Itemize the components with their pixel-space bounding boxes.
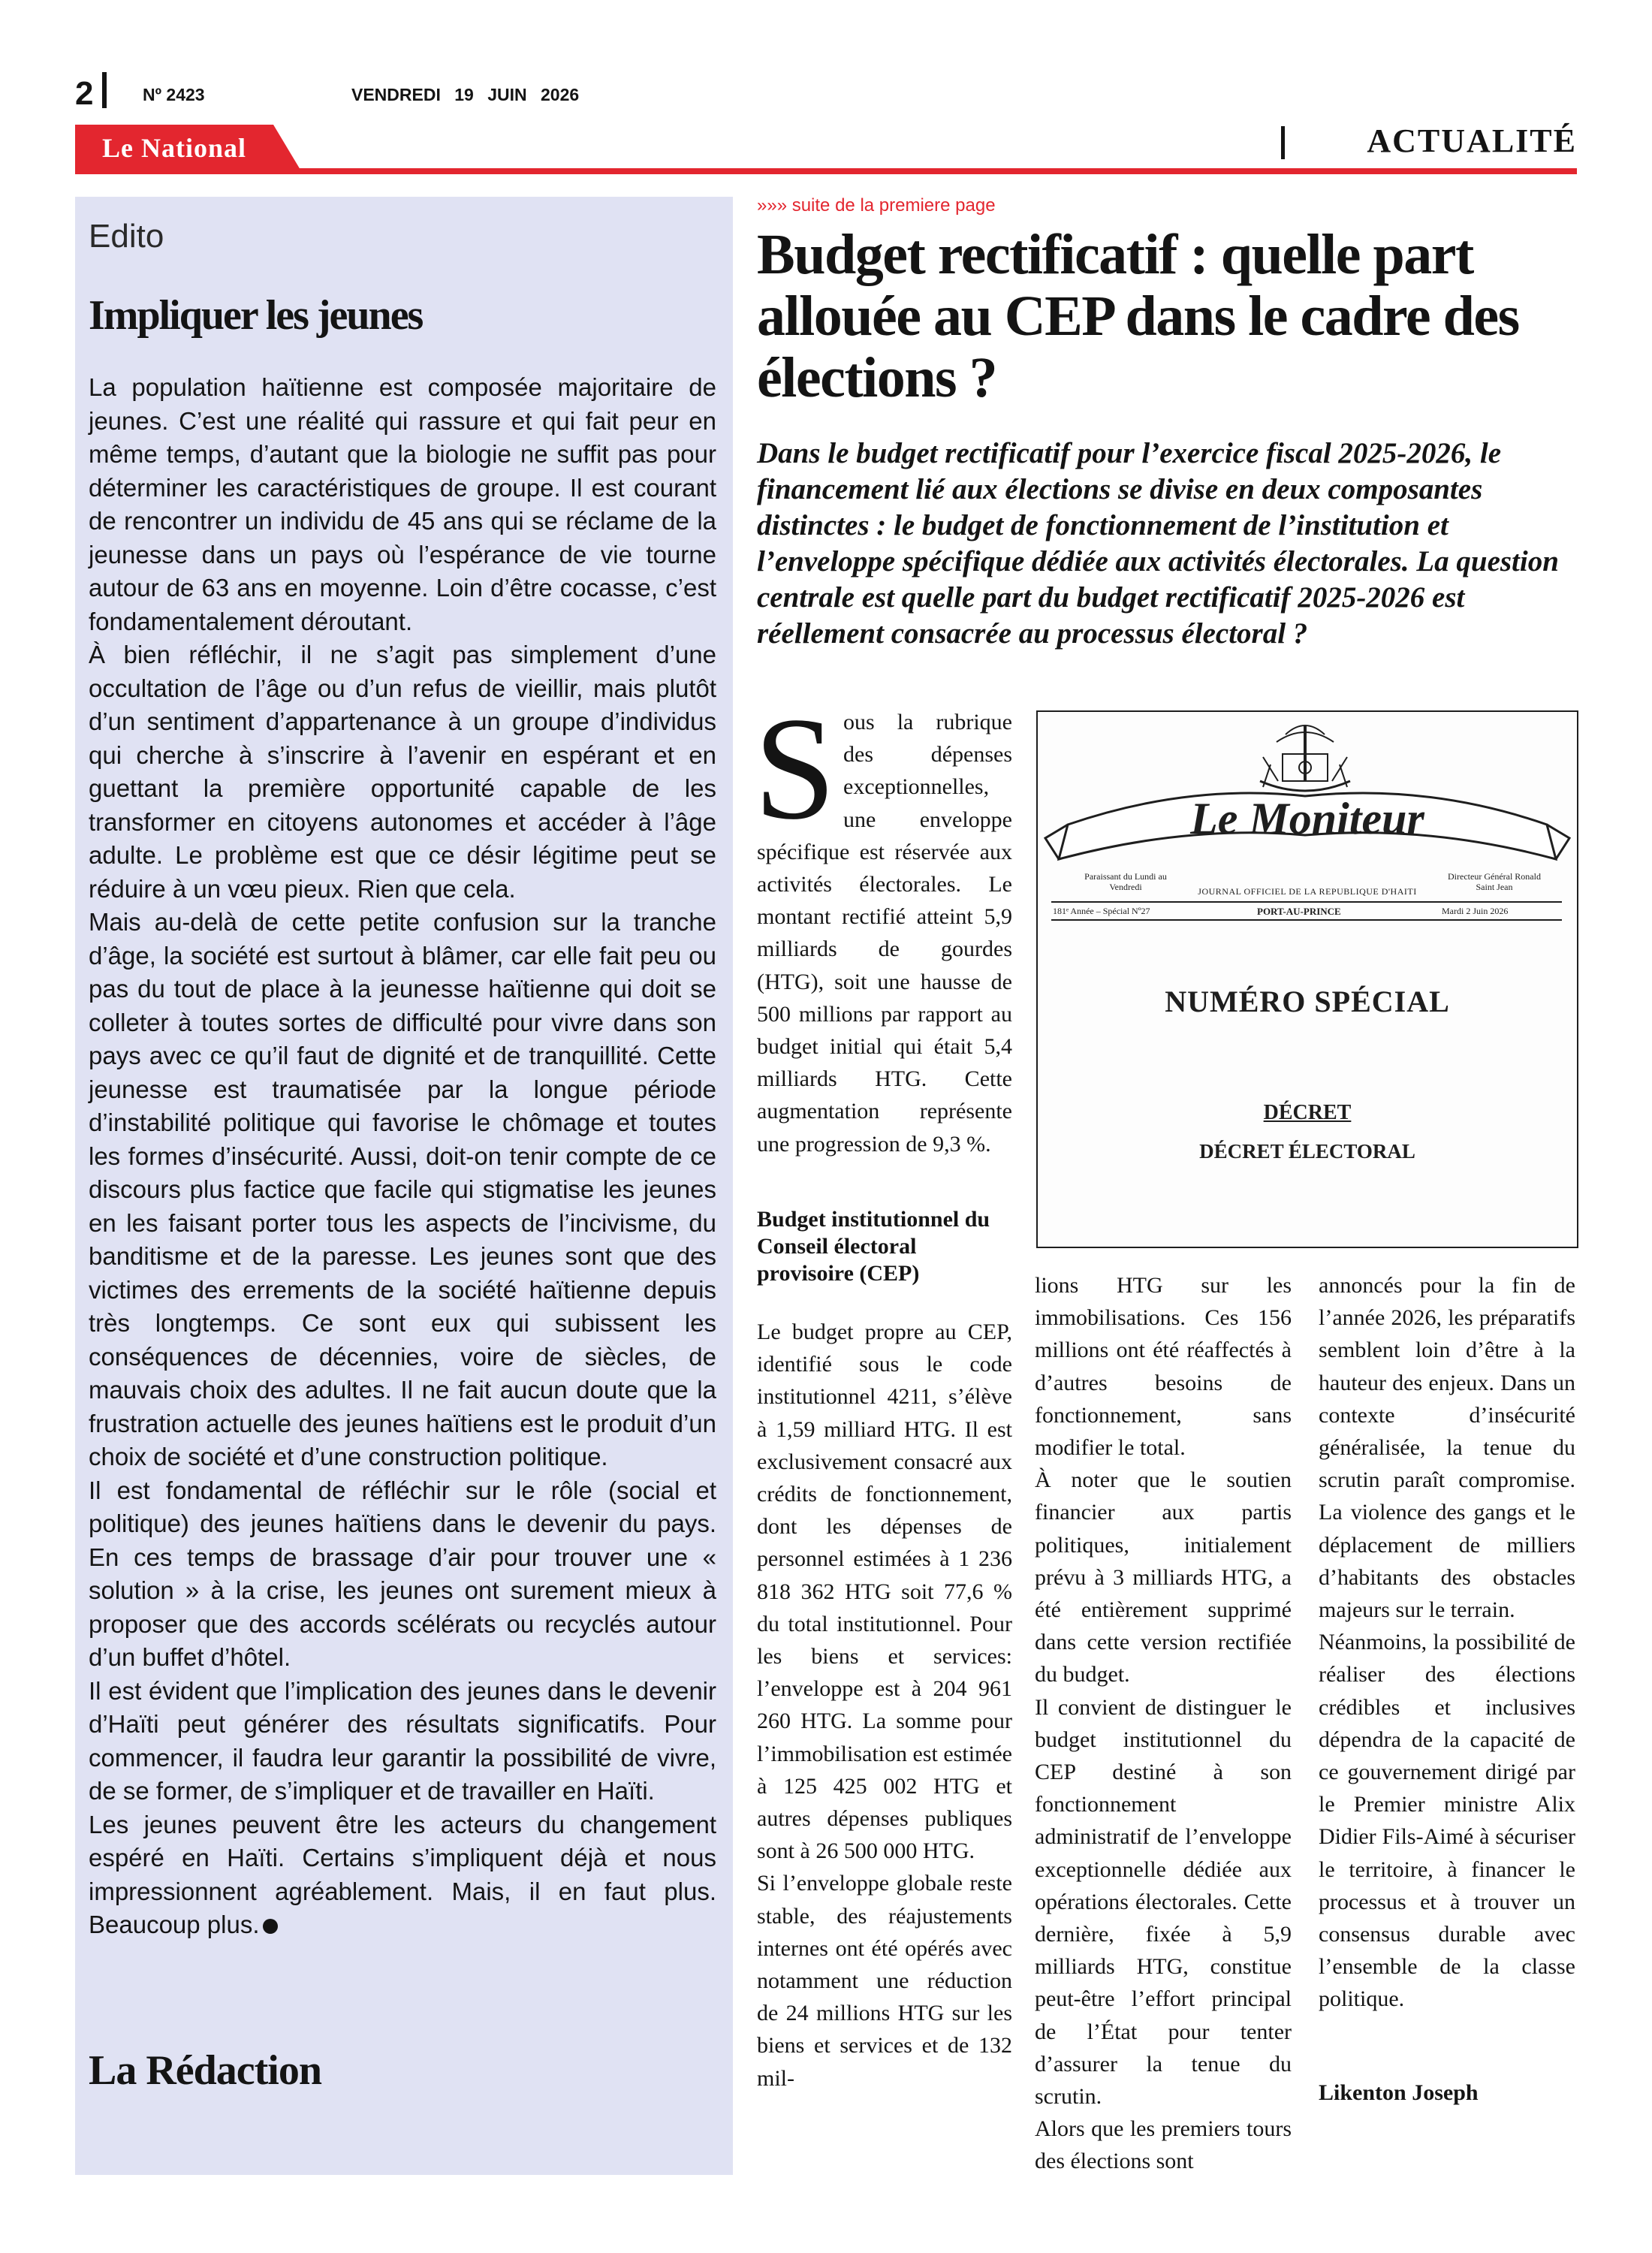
- moniteur-rule: [1051, 901, 1562, 903]
- edito-paragraph: Les jeunes peuvent être les acteurs du changement espéré en Haïti. Certains s’impliquent déjà et nous impressionnent agréablement. Mais, il en faut plus. Beaucoup plus.: [89, 1810, 716, 1938]
- moniteur-date: Mardi 2 Juin 2026: [1442, 906, 1509, 916]
- article-intro: [754, 687, 1012, 1160]
- page-number-divider: [102, 72, 107, 108]
- article-column-2: [1035, 1269, 1292, 2178]
- edito-body: [89, 371, 716, 1942]
- le-moniteur-image: [1036, 710, 1578, 1248]
- intro-text: ous la rubrique des dépenses exceptionnelles, une enveloppe spécifique est réservée aux activités électorales. Le montant rectifié atteint 5,9 milliards de gourdes (HTG), soit une hausse de 500 millions par rapport au budget initial qui était 5,4 milliards HTG. Cette augmentation représente une progression de 9,3 %.: [757, 710, 1012, 1157]
- drop-cap: S: [754, 687, 837, 850]
- edito-paragraph: Il est fondamental de réfléchir sur le rôle (social et politique) des jeunes haïtiens dans le devenir du pays. En ces temps de brassage d’air pour trouver une « solution » à la crise, les jeunes ont surement mieux à proposer que des accords scélérats ou recyclés autour d’un buffet d’hôtel.: [89, 1476, 716, 1671]
- end-mark-icon: [263, 1919, 278, 1934]
- moniteur-subtitle: JOURNAL OFFICIEL DE LA REPUBLIQUE D'HAITI: [1198, 886, 1417, 897]
- coat-of-arms-icon: [1260, 725, 1350, 791]
- moniteur-decret: DÉCRET: [1263, 1101, 1352, 1124]
- moniteur-edition: 181ᵉ Année – Spécial Nº27: [1053, 906, 1150, 916]
- article-paragraph: annoncés pour la fin de l’année 2026, les préparatifs semblent loin d’être à la hauteur des enjeux. Dans un contexte d’insécurité généralisée, la tenue du scrutin paraît compromise. La violence des gangs et le déplacement de milliers d’habitants des obstacles majeurs sur le terrain.: [1319, 1273, 1575, 1623]
- moniteur-masthead-graphic: [1038, 712, 1577, 937]
- issue-number: Nº 2423: [143, 85, 205, 104]
- article-byline: Likenton Joseph: [1319, 2080, 1479, 2105]
- article-paragraph: Alors que les premiers tours des élections sont: [1035, 2116, 1292, 2174]
- article-paragraph: Le budget propre au CEP, identifié sous le code institutionnel 4211, s’élève à 1,59 milliard HTG. Il est exclusivement consacré aux crédits de fonctionnement, dont les dépenses de personnel estimées à 1 236 818 362 HTG soit 77,6 % du total institutionnel. Pour les biens et services: l’enveloppe est à 204 961 260 HTG. La somme pour l’immobilisation est estimée à 125 425 002 HTG et autres dépenses publiques sont à 26 500 000 HTG.: [757, 1320, 1012, 1864]
- article-headline: Budget rectificatif : quelle part allouée au CEP dans le cadre des élections ?: [757, 223, 1519, 409]
- article-subhead: Budget institutionnel du Conseil électoral provisoire (CEP): [757, 1207, 990, 1286]
- moniteur-decret-title: DÉCRET ÉLECTORAL: [1199, 1140, 1415, 1163]
- edito-signature: La Rédaction: [89, 2047, 321, 2094]
- banner-title: Le Moniteur: [1190, 794, 1424, 843]
- edito-paragraph: La population haïtienne est composée majoritaire de jeunes. C’est une réalité qui rassure et qui fait peur en même temps, d’autant que la biologie ne suffit pas pour déterminer les caractéristiques de groupe. Il est courant de rencontrer un individu de 45 ans qui se réclame de la jeunesse dans un pays où l’espérance de vie tourne autour de 63 ans en moyenne. Loin d’être cocasse, c’est fondamentalement déroutant.: [89, 373, 716, 635]
- header-rule: [75, 168, 1577, 174]
- article-column-3: [1319, 1269, 1575, 2016]
- edito-last-paragraph: [89, 1808, 716, 1942]
- moniteur-special-title: NUMÉRO SPÉCIAL: [1165, 985, 1450, 1018]
- moniteur-rule: [1051, 919, 1562, 921]
- continued-kicker: »»» suite de la premiere page: [757, 195, 996, 216]
- moniteur-director: Directeur Général Ronald Saint Jean: [1448, 871, 1541, 892]
- edito-paragraph: Mais au-delà de cette petite confusion sur la tranche d’âge, la société est surtout à blâmer, car elle fait peu ou pas du tout de place à la jeunesse haïtienne qui doit se colleter à toutes sortes de difficulté pour vivre dans son pays avec ce qu’il faut de dignité et de tranquillité. Cette jeunesse est traumatisée par la longue période d’instabilité politique qui favorise le chômage et toutes les formes d’insécurité. Aussi, doit-on tenir compte de ce discours plus factice que facile qui stigmatise les jeunes en les faisant porter tous les aspects de l’incivisme, du banditisme et de la paresse. Les jeunes sont que des victimes des errements de la société haïtienne depuis très longtemps. Ce sont eux qui subissent les conséquences de décennies, voire de siècles, de mauvais choix des adultes. Il ne fait aucun doute que la frustration actuelle des jeunes haïtiens est le produit d’un choix de société et d’une construction politique.: [89, 908, 716, 1470]
- moniteur-city: PORT-AU-PRINCE: [1257, 906, 1341, 917]
- article-paragraph: À noter que le soutien financier aux partis politiques, initialement prévu à 3 milliards HTG, a été entièrement supprimé dans cette version rectifiée du budget.: [1035, 1467, 1292, 1687]
- page-number: 2: [75, 75, 94, 112]
- moniteur-periodicity: Paraissant du Lundi au Vendredi: [1084, 871, 1167, 892]
- section-title: ACTUALITÉ: [1367, 122, 1577, 159]
- edito-paragraph: À bien réfléchir, il ne s’agit pas simplement d’une occultation de l’âge ou d’un refus de vieillir, mais plutôt d’un sentiment d’appartenance à un groupe d’individus qui cherche à s’inscrire à l’avenir en espérant et en guettant la première opportunité capable de les transformer en citoyens autonomes et accéder à l’âge adulte. Le problème est que ce désir légitime peut se réduire à un vœu pieux. Rien que cela.: [89, 641, 716, 903]
- section-divider: [1281, 126, 1285, 159]
- article-lede: Dans le budget rectificatif pour l’exercice fiscal 2025-2026, le financement lié aux élections se divise en deux composantes distinctes : le budget de fonctionnement de l’institution et l’enveloppe spécifique dédiée aux activités électorales. La question centrale est quelle part du budget rectificatif 2025-2026 est réellement consacrée au processus électoral ?: [757, 437, 1559, 650]
- article-paragraph: Il convient de distinguer le budget institutionnel du CEP destiné à son fonctionnement administratif de l’enveloppe exceptionnelle dédiée aux opérations électorales. Cette dernière, fixée à 5,9 milliards HTG, constitue peut-être l’effort principal de l’État pour tenter d’assurer la tenue du scrutin.: [1035, 1694, 1292, 2110]
- article-paragraph: lions HTG sur les immobilisations. Ces 156 millions ont été réaffectés à d’autres besoins de fonctionnement, sans modifier le total.: [1035, 1273, 1292, 1461]
- newspaper-name: Le National: [102, 133, 247, 163]
- edito-title: Impliquer les jeunes: [89, 292, 423, 339]
- article-paragraph: Si l’enveloppe globale reste stable, des réajustements internes ont été opérés avec notamment une réduction de 24 millions HTG sur les biens et services et de 132 mil-: [757, 1871, 1012, 2091]
- article-column-1: [757, 1316, 1012, 2095]
- edito-paragraph: Il est évident que l’implication des jeunes dans le devenir d’Haïti peut générer des résultats significatifs. Pour commencer, il faudra leur garantir la possibilité de vivre, de se former, de s’impliquer et de travailler en Haïti.: [89, 1676, 716, 1805]
- issue-date: VENDREDI 19 JUIN 2026: [351, 85, 580, 104]
- edito-label: Edito: [89, 218, 164, 255]
- article-paragraph: Néanmoins, la possibilité de réaliser des élections crédibles et inclusives dépendra de la capacité de ce gouvernement dirigé par le Premier ministre Alix Didier Fils-Aimé à sécuriser le territoire, à financer le processus et à trouver un consensus durable avec l’ensemble de la classe politique.: [1319, 1630, 1575, 2012]
